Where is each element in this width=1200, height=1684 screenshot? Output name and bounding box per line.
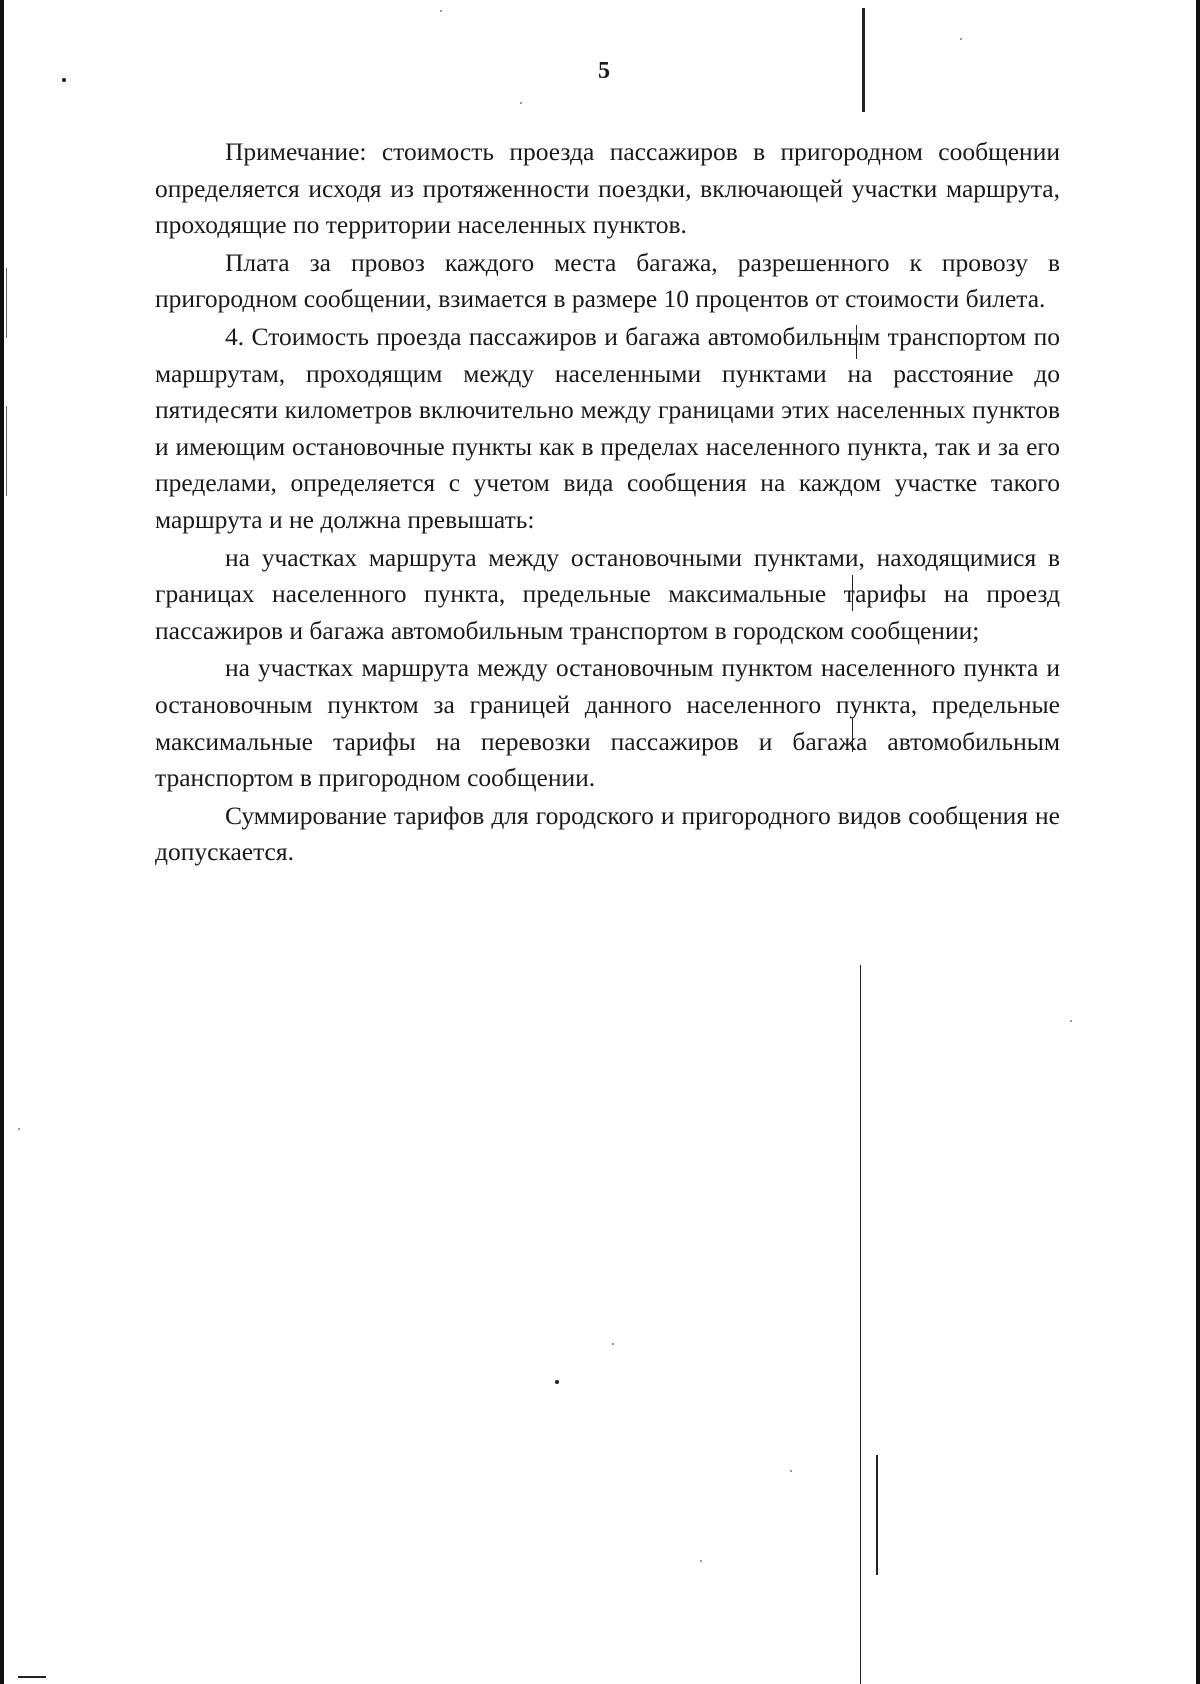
paragraph-note: Примечание: стоимость проезда пассажиров в пригородном сообщении определяется исходя из протяженности поездки, включающей участки маршрута, проходящие по территории населенных пунктов. [155,137,1060,240]
paragraph-suburban-segments: на участках маршрута между остановочным пунктом населенного пункта и остановочным пунктом за границей данного населенного пункта, предельные максимальные тарифы на перевозки пассажиров и багажа автомобильным транспортом в пригородном сообщении. [155,653,1060,793]
page-number: 5 [598,58,610,84]
scan-artifact-lower-vertical-bold [876,1455,878,1575]
paragraph-city-segments: на участках маршрута между остановочными пунктами, находящимися в границах населенного пункта, предельные максимальные тарифы на проезд пассажиров и багажа автомобильным транспортом в городском сообщении; [155,542,1060,645]
scan-artifact-bottom-left [18,1676,46,1678]
scan-artifact-dot-2 [555,1380,559,1384]
scan-speck [700,1560,702,1562]
scan-artifact-lower-vertical [860,965,861,1684]
scan-artifact-right-edge [1196,0,1200,1684]
paragraph-item-4: 4. Стоимость проезда пассажиров и багажа автомобильным транспортом по маршрутам, проходящим между населенными пунктами на расстояние до пятидесяти километров включительно между границами этих населенных пунктов и имеющим остановочные пункты как в пределах населенного пункта, так и за его пределами, определяется с учетом вида сообщения на каждом участке такого маршрута и не должна превышать: [155,321,1060,534]
scan-artifact-left-edge [0,0,4,1684]
scan-artifact-left-tick-1 [6,268,7,338]
document-body [155,134,1060,871]
paragraph-no-summation: Суммирование тарифов для городского и пригородного видов сообщения не допускается. [155,800,1060,867]
scan-artifact-top-vertical [862,8,865,112]
scan-speck [790,1470,792,1472]
scan-artifact-dot-1 [62,78,66,82]
scan-speck [520,102,522,104]
scan-artifact-left-tick-2 [6,406,7,496]
scan-speck [1070,1020,1072,1022]
scan-speck [960,38,962,40]
scan-speck [440,10,442,12]
scan-speck [18,1128,20,1130]
paragraph-baggage-fee: Плата за провоз каждого места багажа, разрешенного к провозу в пригородном сообщении, взимается в размере 10 процентов от стоимости билета. [155,247,1060,314]
scan-speck [612,1343,614,1345]
